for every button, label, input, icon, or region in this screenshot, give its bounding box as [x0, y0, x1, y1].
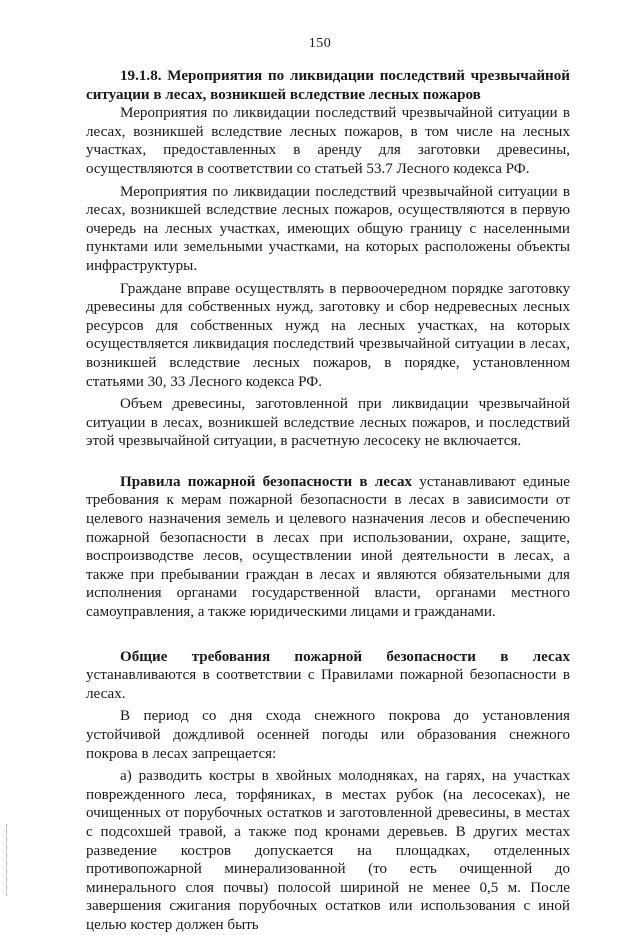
item-a-paragraph: а) разводить костры в хвойных молодняках, на гарях, на участках поврежденного леса, торфяниках, в местах рубок (на лесосеках), не очищенных от порубочных остатков и заготовленной древесины, в местах с подсохшей травой, а также под кронами деревьев. В других местах разведение костров допускается на площадках, отделенных противопожарной минерализованной (то есть очищенной до минерального слоя почвы) полосой шириной не менее 0,5 м. После завершения сжигания порубочных остатков или использования с иной целью костер должен быть [86, 768, 570, 933]
page-number: 150 [308, 36, 332, 51]
common-requirements-lead: Общие требования пожарной безопасности в лесах [120, 648, 570, 665]
fire-rules-paragraph [86, 473, 570, 622]
common-requirements-text: устанавливаются в соответствии с Правилами пожарной безопасности в лесах. [86, 667, 570, 702]
section-number: 19.1.8. [120, 68, 162, 84]
paragraph-3: Граждане вправе осуществлять в первоочередном порядке заготовку древесины для собственных нужд, заготовку и сбор недревесных лесных ресурсов для собственных нужд на лесных участках, на которых осуществляется ликвидация последствий чрезвычайной ситуации в лесах, возникшей вследствие лесных пожаров, в порядке, установленном статьями 30, 33 Лесного кодекса РФ. [86, 280, 570, 390]
paragraph-2: Мероприятия по ликвидации последствий чрезвычайной ситуации в лесах, возникшей вследствие лесных пожаров, осуществляются в первую очередь на лесных участках, имеющих общую границу с населенными пунктами или земельными участками, на которых расположены объекты инфраструктуры. [86, 183, 570, 274]
paragraph-4: Объем древесины, заготовленной при ликвидации чрезвычайной ситуации в лесах, возникшей вследствие лесных пожаров, и последствий этой чрезвычайной ситуации, в расчетную лесосеку не включается. [86, 396, 570, 450]
fire-rules-lead: Правила пожарной безопасности в лесах [120, 473, 413, 490]
page-body [86, 67, 570, 935]
period-paragraph: В период со дня схода снежного покрова до установления устойчивой дождливой осенней погоды или образования снежного покрова в лесах запрещается: [86, 708, 570, 762]
section-heading [86, 67, 570, 104]
fire-rules-text: устанавливают единые требования к мерам пожарной безопасности в лесах в зависимости от целевого назначения земель и целевого назначения лесов и обеспечению пожарной безопасности в лесах при использовании, охране, защите, воспроизводстве лесов, осуществлении иной деятельности в лесах, а также при пребывании граждан в лесах и являются обязательными для исполнения органами государственной власти, органами местного самоуправления, а также юридическими лицами и гражданами. [86, 473, 570, 621]
paragraph-1: Мероприятия по ликвидации последствий чрезвычайной ситуации в лесах, возникшей вследствие лесных пожаров, в том числе на лесных участках, предоставленных в аренду для заготовки древесины, осуществляются в соответствии со статьей 53.7 Лесного кодекса РФ. [86, 105, 570, 177]
scan-margin-mark [6, 824, 8, 896]
section-title: Мероприятия по ликвидации последствий чрезвычайной ситуации в лесах, возникшей вследствие лесных пожаров [86, 68, 570, 103]
common-requirements-paragraph [86, 648, 570, 704]
